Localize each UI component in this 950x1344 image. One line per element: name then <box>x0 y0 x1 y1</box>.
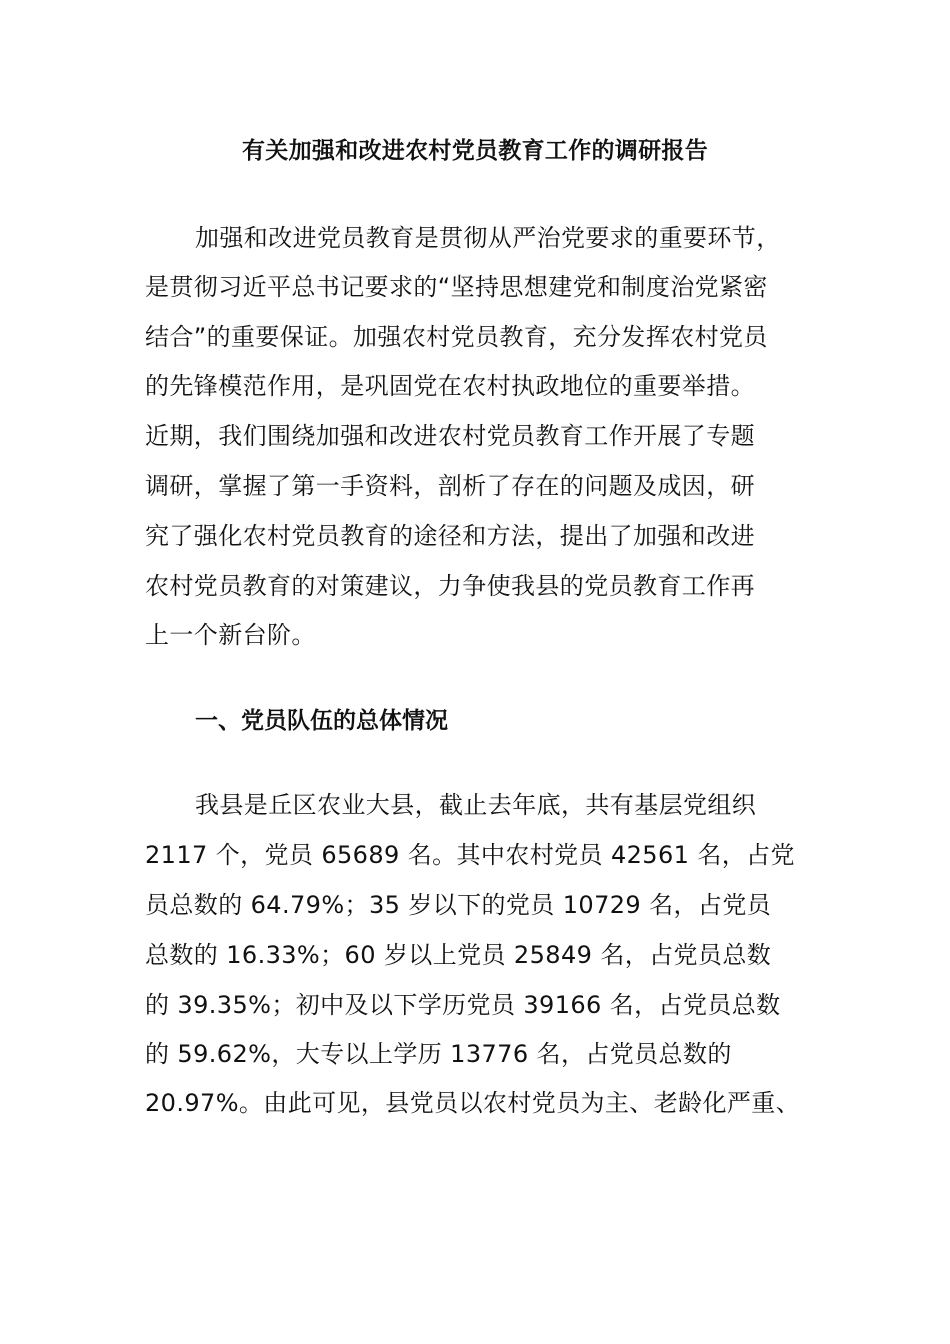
section-line: 20.97%。由此可见，县党员以农村党员为主、老龄化严重、 <box>145 1089 801 1117</box>
section-line: 总数的 16.33%；60 岁以上党员 25849 名，占党员总数 <box>145 941 772 969</box>
section-line: 我县是丘区农业大县，截止去年底，共有基层党组织 <box>195 791 757 819</box>
intro-line: 调研，掌握了第一手资料，剖析了存在的问题及成因，研 <box>145 472 755 500</box>
section-line: 员总数的 64.79%；35 岁以下的党员 10729 名，占党员 <box>145 891 772 919</box>
intro-line: 近期，我们围绕加强和改进农村党员教育工作开展了专题 <box>145 422 755 450</box>
section-line: 2117 个，党员 65689 名。其中农村党员 42561 名，占党 <box>145 841 795 869</box>
section-heading: 一、党员队伍的总体情况 <box>195 708 448 734</box>
intro-line: 农村党员教育的对策建议，力争使我县的党员教育工作再 <box>145 572 755 600</box>
intro-line: 上一个新台阶。 <box>145 621 316 649</box>
section-line: 的 39.35%；初中及以下学历党员 39166 名，占党员总数 <box>145 991 781 1019</box>
intro-line: 加强和改进党员教育是贯彻从严治党要求的重要环节， <box>195 224 781 252</box>
intro-line: 的先锋模范作用，是巩固党在农村执政地位的重要举措。 <box>145 372 755 400</box>
intro-line: 究了强化农村党员教育的途径和方法，提出了加强和改进 <box>145 522 755 550</box>
document-title: 有关加强和改进农村党员教育工作的调研报告 <box>242 138 708 164</box>
intro-line: 结合”的重要保证。加强农村党员教育，充分发挥农村党员 <box>145 323 768 351</box>
intro-line: 是贯彻习近平总书记要求的“坚持思想建党和制度治党紧密 <box>145 273 768 301</box>
section-line: 的 59.62%，大专以上学历 13776 名，占党员总数的 <box>145 1040 732 1068</box>
